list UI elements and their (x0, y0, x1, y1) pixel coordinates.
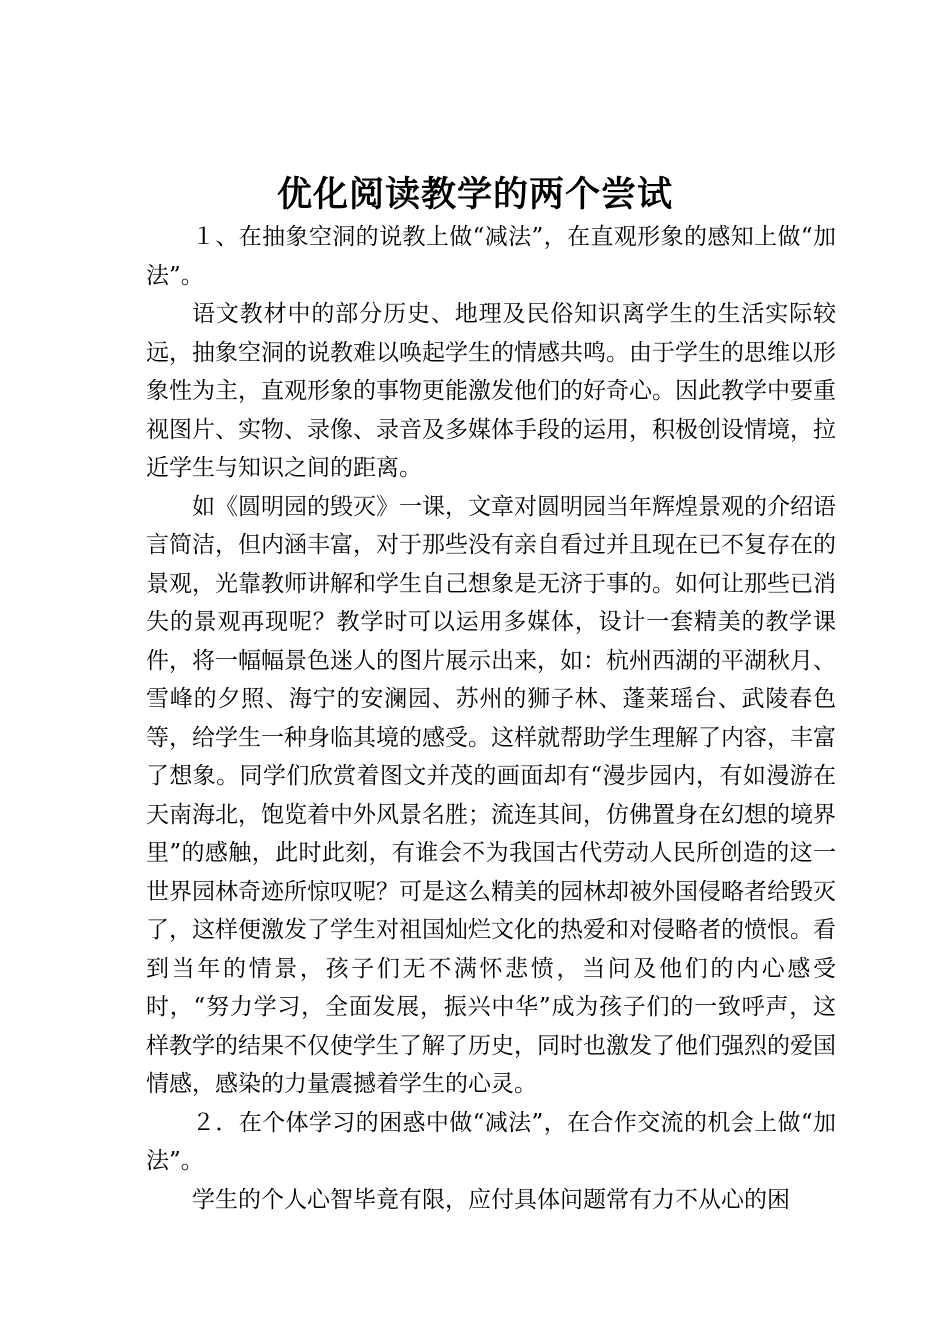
paragraph-truncated: 学生的个人心智毕竟有限，应付具体问题常有力不从心的困 (192, 1186, 790, 1213)
paragraph-intro: 语文教材中的部分历史、地理及民俗知识离学生的生活实际较远，抽象空洞的说教难以唤起学生的情感共鸣。由于学生的思维以形象性为主，直观形象的事物更能激发他们的好奇心。因此教学中要重视图片、实物、录像、录音及多媒体手段的运用，积极创设情境，拉近学生与知识之间的距离。 (146, 301, 836, 481)
section-heading-1: １、在抽象空洞的说教上做“减法”，在直观形象的感知上做“加法”。 (146, 224, 836, 289)
document-title: 优化阅读教学的两个尝试 (276, 175, 673, 215)
document-body (146, 218, 836, 1219)
section-heading-2: ２．在个体学习的困惑中做“减法”，在合作交流的机会上做“加法”。 (146, 1109, 836, 1174)
paragraph-example: 如《圆明园的毁灭》一课，文章对圆明园当年辉煌景观的介绍语言简洁，但内涵丰富，对于那些没有亲自看过并且现在已不复存在的景观，光靠教师讲解和学生自己想象是无济于事的。如何让那些已消失的景观再现呢？教学时可以运用多媒体，设计一套精美的教学课件，将一幅幅景色迷人的图片展示出来，如：杭州西湖的平湖秋月、雪峰的夕照、海宁的安澜园、苏州的狮子林、蓬莱瑶台、武陵春色等，给学生一种身临其境的感受。这样就帮助学生理解了内容，丰富了想象。同学们欣赏着图文并茂的画面却有“漫步园内，有如漫游在天南海北，饱览着中外风景名胜；流连其间，仿佛置身在幻想的境界里”的感触，此时此刻，有谁会不为我国古代劳动人民所创造的这一世界园林奇迹所惊叹呢？可是这么精美的园林却被外国侵略者给毁灭了，这样便激发了学生对祖国灿烂文化的热爱和对侵略者的愤恨。看到当年的情景，孩子们无不满怀悲愤，当问及他们的内心感受时，“努力学习，全面发展，振兴中华”成为孩子们的一致呼声，这样教学的结果不仅使学生了解了历史，同时也激发了他们强烈的爱国情感，感染的力量震撼着学生的心灵。 (146, 493, 836, 1097)
